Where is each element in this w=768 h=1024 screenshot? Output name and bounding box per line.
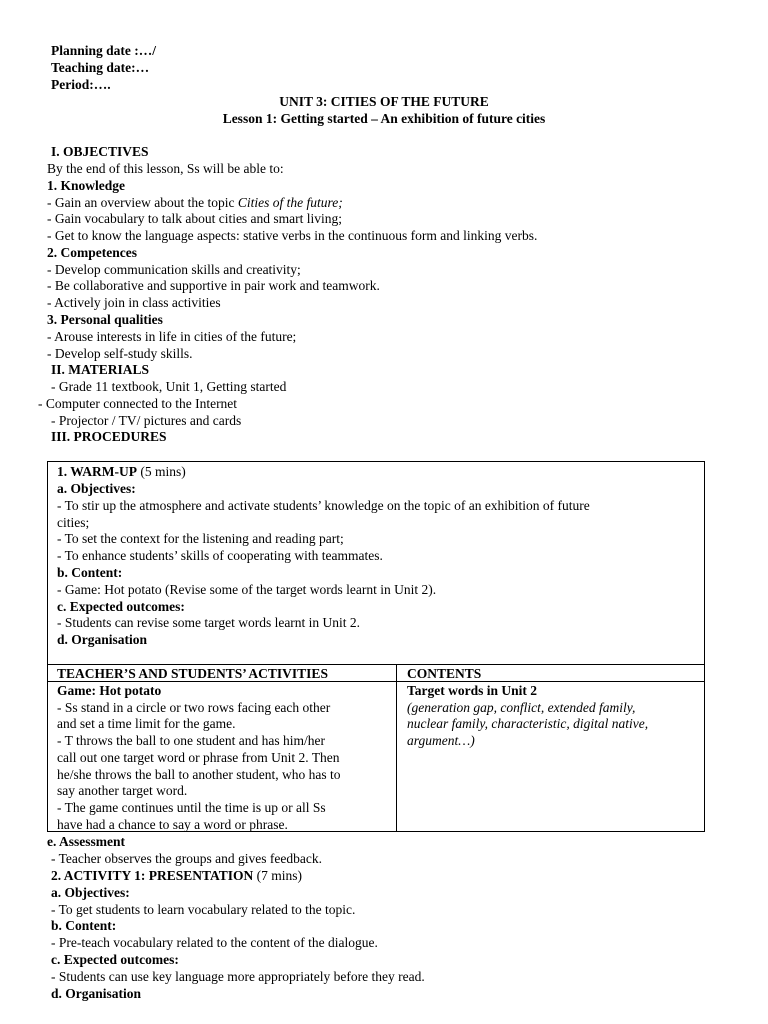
materials-item-1: - Grade 11 textbook, Unit 1, Getting started: [51, 379, 287, 394]
target-words-line: nuclear family, characteristic, digital native,: [407, 716, 649, 731]
knowledge-item-1: [47, 194, 343, 211]
objectives-heading: I. OBJECTIVES: [51, 144, 149, 159]
knowledge-item-2: - Gain vocabulary to talk about cities and smart living;: [47, 211, 343, 226]
qualities-item-2: - Develop self-study skills.: [47, 346, 193, 361]
activity1-organisation-heading: d. Organisation: [51, 986, 142, 1001]
teaching-date: Teaching date:…: [51, 60, 150, 75]
activity1-heading: [51, 867, 302, 884]
warmup-heading-duration: (5 mins): [137, 464, 186, 479]
activity1-objectives-1: - To get students to learn vocabulary related to the topic.: [51, 902, 356, 917]
game-step-line: he/she throws the ball to another student, who has to: [57, 767, 341, 782]
planning-date: Planning date :…/: [51, 43, 157, 58]
period: Period:….: [51, 77, 111, 92]
activity1-content-heading: b. Content:: [51, 918, 117, 933]
target-words-title: Target words in Unit 2: [407, 683, 538, 698]
knowledge-heading: 1. Knowledge: [47, 178, 126, 193]
warmup-objectives-heading: a. Objectives:: [57, 481, 136, 496]
game-step-line: - The game continues until the time is up or all Ss: [57, 800, 326, 815]
game-step-line: call out one target word or phrase from Unit 2. Then: [57, 750, 340, 765]
qualities-heading: 3. Personal qualities: [47, 312, 163, 327]
warmup-organisation-heading: d. Organisation: [57, 632, 148, 647]
game-title: Game: Hot potato: [57, 683, 162, 698]
lesson-title: Lesson 1: Getting started – An exhibition of future cities: [222, 111, 546, 126]
target-words-line: (generation gap, conflict, extended family,: [407, 700, 636, 715]
warmup-heading-label: 1. WARM-UP: [57, 464, 137, 479]
materials-item-3: - Projector / TV/ pictures and cards: [51, 413, 242, 428]
objectives-intro: By the end of this lesson, Ss will be able to:: [47, 161, 284, 176]
activity1-objectives-heading: a. Objectives:: [51, 885, 130, 900]
warmup-heading: [57, 463, 186, 480]
target-words-line: argument…): [407, 733, 475, 748]
assessment-heading: e. Assessment: [47, 834, 125, 849]
game-step-line: - T throws the ball to one student and has him/her: [57, 733, 325, 748]
table-column-divider: [396, 664, 397, 831]
activity1-content-1: - Pre-teach vocabulary related to the content of the dialogue.: [51, 935, 378, 950]
competences-heading: 2. Competences: [47, 245, 137, 260]
competences-item-3: - Actively join in class activities: [47, 295, 221, 310]
game-step-line: - Ss stand in a circle or two rows facing each other: [57, 700, 331, 715]
knowledge-item-3: - Get to know the language aspects: stative verbs in the continuous form and linking verbs.: [47, 228, 538, 243]
game-step-line: have had a chance to say a word or phrase.: [57, 817, 288, 832]
activity1-heading-label: 2. ACTIVITY 1: PRESENTATION: [51, 868, 254, 883]
procedures-heading: III. PROCEDURES: [51, 429, 167, 444]
warmup-objectives-3: - To enhance students’ skills of cooperating with teammates.: [57, 548, 383, 563]
warmup-objectives-1b: cities;: [57, 515, 90, 530]
activity1-heading-duration: (7 mins): [253, 868, 303, 883]
knowledge-item-1-topic: Cities of the future;: [237, 195, 343, 210]
table-header-contents: CONTENTS: [407, 666, 482, 681]
warmup-outcomes-heading: c. Expected outcomes:: [57, 599, 185, 614]
unit-title: UNIT 3: CITIES OF THE FUTURE: [279, 94, 489, 109]
warmup-content-1: - Game: Hot potato (Revise some of the target words learnt in Unit 2).: [57, 582, 437, 597]
materials-item-2: - Computer connected to the Internet: [38, 396, 238, 411]
warmup-content-heading: b. Content:: [57, 565, 123, 580]
game-step-line: and set a time limit for the game.: [57, 716, 236, 731]
warmup-objectives-2: - To set the context for the listening and reading part;: [57, 531, 344, 546]
warmup-objectives-1a: - To stir up the atmosphere and activate students’ knowledge on the topic of an exhibition of future: [57, 498, 590, 513]
warmup-outcomes-1: - Students can revise some target words learnt in Unit 2.: [57, 615, 361, 630]
competences-item-1: - Develop communication skills and creativity;: [47, 262, 301, 277]
activity1-outcomes-heading: c. Expected outcomes:: [51, 952, 179, 967]
game-step-line: say another target word.: [57, 783, 188, 798]
assessment-item-1: - Teacher observes the groups and gives feedback.: [51, 851, 322, 866]
knowledge-item-1-text: - Gain an overview about the topic: [47, 195, 238, 210]
materials-heading: II. MATERIALS: [51, 362, 150, 377]
activity1-outcomes-1: - Students can use key language more appropriately before they read.: [51, 969, 425, 984]
table-header-activities: TEACHER’S AND STUDENTS’ ACTIVITIES: [57, 666, 328, 681]
qualities-item-1: - Arouse interests in life in cities of the future;: [47, 329, 297, 344]
competences-item-2: - Be collaborative and supportive in pair work and teamwork.: [47, 278, 380, 293]
warmup-box: [47, 461, 705, 832]
